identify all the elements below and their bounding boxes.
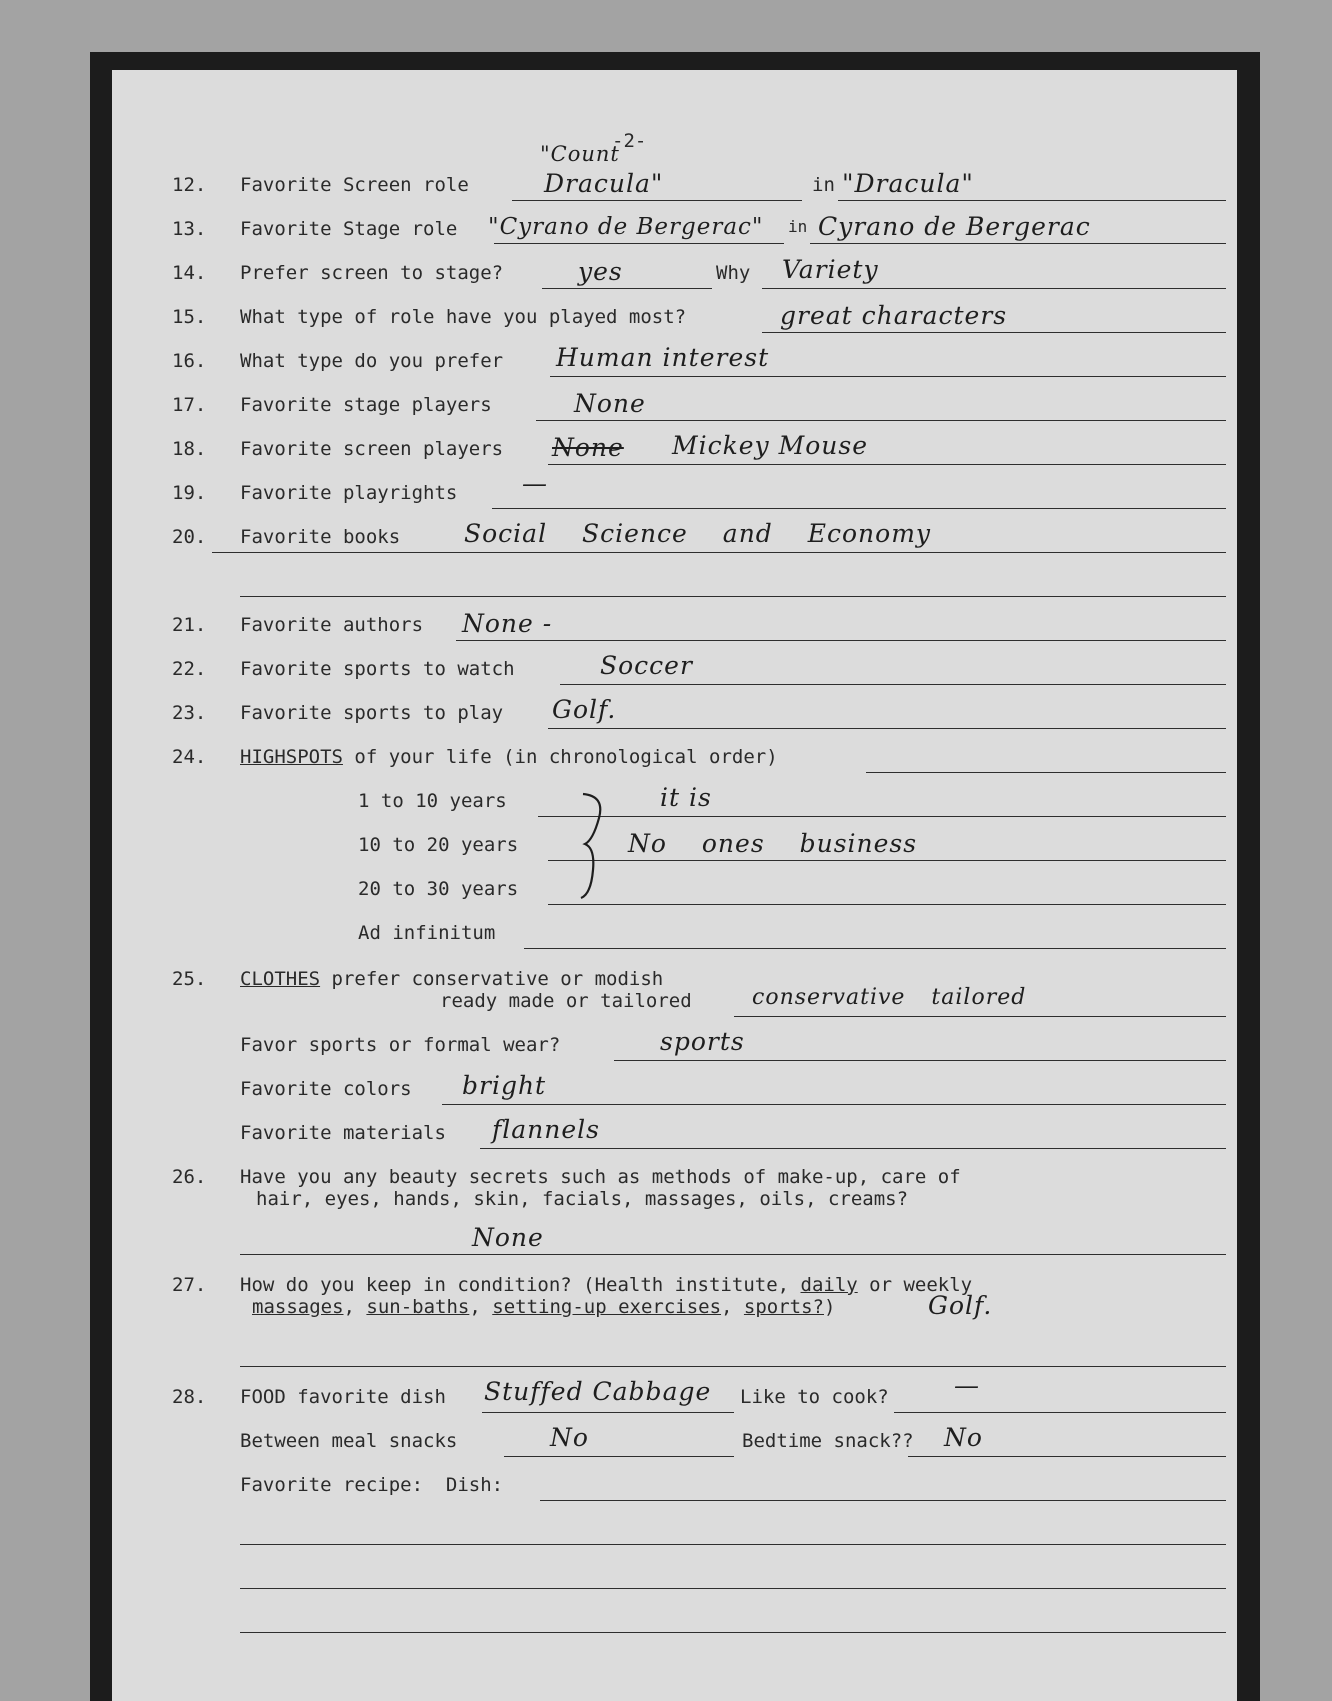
q24-answer-2: No ones business bbox=[628, 829, 918, 858]
q18-label: Favorite screen players bbox=[240, 438, 504, 460]
q28-snack-label: Between meal snacks bbox=[240, 1430, 458, 1452]
q24-range-1-line bbox=[538, 816, 1226, 817]
q13-answer-line bbox=[494, 243, 784, 244]
q24-label-highspots: HIGHSPOTS bbox=[240, 746, 343, 768]
q22-answer-line bbox=[560, 684, 1226, 685]
q20-answer-line bbox=[212, 552, 1226, 553]
q25-answer: conservative tailored bbox=[752, 985, 1027, 1010]
q27-sep-1: , bbox=[343, 1296, 367, 1318]
q13-answer2: Cyrano de Bergerac bbox=[818, 212, 1091, 241]
q23-number: 23. bbox=[172, 702, 207, 724]
q27-sep-2: , bbox=[469, 1296, 493, 1318]
q27-sun-baths: sun-baths bbox=[366, 1296, 470, 1318]
q25-label bbox=[240, 968, 663, 990]
q18-number: 18. bbox=[172, 438, 207, 460]
q26-number: 26. bbox=[172, 1166, 207, 1188]
q27-line-1 bbox=[240, 1274, 972, 1296]
q12-answer-count: "Count bbox=[540, 142, 620, 166]
q19-answer: — bbox=[522, 469, 548, 498]
q25-label-clothes: CLOTHES bbox=[240, 968, 321, 990]
q25-colors-label: Favorite colors bbox=[240, 1078, 412, 1100]
q21-number: 21. bbox=[172, 614, 207, 636]
q28-snack-line bbox=[504, 1456, 734, 1457]
q26-answer: None bbox=[472, 1223, 544, 1252]
q15-label: What type of role have you played most? bbox=[240, 306, 687, 328]
q15-number: 15. bbox=[172, 306, 207, 328]
q24-answer-1: it is bbox=[660, 783, 712, 812]
q25-number: 25. bbox=[172, 968, 207, 990]
q12-answer: Dracula" bbox=[544, 169, 664, 198]
q20-number: 20. bbox=[172, 526, 207, 548]
q25-materials-answer: flannels bbox=[492, 1115, 600, 1144]
q25-sports-line bbox=[614, 1060, 1226, 1061]
q28-recipe-line-3 bbox=[240, 1588, 1226, 1589]
q14-answer-line bbox=[542, 288, 712, 289]
q14-answer2: Variety bbox=[782, 255, 879, 284]
q24-label-rest: of your life (in chronological order) bbox=[342, 746, 778, 768]
q16-label: What type do you prefer bbox=[240, 350, 504, 372]
q24-range-4: Ad infinitum bbox=[358, 922, 496, 944]
q24-answer-line bbox=[866, 772, 1226, 773]
q24-range-4-line bbox=[524, 948, 1226, 949]
q12-answer-line bbox=[512, 200, 802, 201]
q24-range-2-line bbox=[548, 860, 1226, 861]
q24-number: 24. bbox=[172, 746, 207, 768]
q19-number: 19. bbox=[172, 482, 207, 504]
q20-label: Favorite books bbox=[240, 526, 401, 548]
q18-answer-struck: None bbox=[552, 433, 624, 462]
q24-range-3: 20 to 30 years bbox=[358, 878, 519, 900]
q14-answer: yes bbox=[578, 257, 623, 286]
q13-in-label: in bbox=[788, 217, 808, 236]
q12-label: Favorite Screen role bbox=[240, 174, 469, 196]
q14-number: 14. bbox=[172, 262, 207, 284]
q24-range-2: 10 to 20 years bbox=[358, 834, 519, 856]
q17-answer: None bbox=[574, 389, 646, 418]
q28-recipe-label: Favorite recipe: Dish: bbox=[240, 1474, 504, 1496]
q27-sports: sports? bbox=[743, 1296, 824, 1318]
q19-answer-line bbox=[492, 508, 1226, 509]
q27-sep-4: ) bbox=[824, 1296, 836, 1318]
q28-recipe-line-4 bbox=[240, 1632, 1226, 1633]
q28-label: FOOD favorite dish bbox=[240, 1386, 446, 1408]
q27-daily: daily bbox=[800, 1274, 858, 1296]
q15-answer: great characters bbox=[780, 301, 1008, 330]
q25-materials-label: Favorite materials bbox=[240, 1122, 446, 1144]
q12-number: 12. bbox=[172, 174, 207, 196]
q19-label: Favorite playrights bbox=[240, 482, 458, 504]
q27-sep-3: , bbox=[721, 1296, 744, 1318]
q22-label: Favorite sports to watch bbox=[240, 658, 515, 680]
q23-label: Favorite sports to play bbox=[240, 702, 504, 724]
q16-answer: Human interest bbox=[556, 343, 770, 372]
q27-answer: Golf. bbox=[928, 1291, 993, 1320]
q27-number: 27. bbox=[172, 1274, 207, 1296]
q28-bedtime-label: Bedtime snack?? bbox=[742, 1430, 914, 1452]
q13-number: 13. bbox=[172, 218, 207, 240]
q28-cook-line bbox=[894, 1412, 1226, 1413]
q13-label: Favorite Stage role bbox=[240, 218, 458, 240]
q28-recipe-line-1 bbox=[540, 1500, 1226, 1501]
q12-answer2-line bbox=[838, 200, 1226, 201]
q18-answer: Mickey Mouse bbox=[672, 431, 868, 460]
q28-number: 28. bbox=[172, 1386, 207, 1408]
q18-answer-line bbox=[548, 464, 1226, 465]
q14-why-label: Why bbox=[716, 262, 751, 284]
brace-mark bbox=[577, 790, 617, 902]
q16-number: 16. bbox=[172, 350, 207, 372]
q25-label-2: ready made or tailored bbox=[440, 990, 692, 1012]
q24-range-3-line bbox=[548, 904, 1226, 905]
q23-answer: Golf. bbox=[552, 695, 617, 724]
q28-bedtime-answer: No bbox=[944, 1423, 983, 1452]
q27-setting-up-exercises: setting-up exercises bbox=[492, 1296, 722, 1318]
q27-line-1a: How do you keep in condition? (Health institute, bbox=[240, 1274, 801, 1296]
q22-number: 22. bbox=[172, 658, 207, 680]
q12-answer2: "Dracula" bbox=[842, 169, 974, 198]
q14-answer2-line bbox=[762, 288, 1226, 289]
q28-snack-answer: No bbox=[550, 1423, 589, 1452]
q24-label bbox=[240, 746, 778, 768]
q27-massages: massages bbox=[252, 1296, 344, 1318]
questionnaire-page bbox=[112, 70, 1237, 1701]
q17-number: 17. bbox=[172, 394, 207, 416]
q21-answer: None - bbox=[462, 609, 553, 638]
q25-sports-label: Favor sports or formal wear? bbox=[240, 1034, 561, 1056]
q13-answer2-line bbox=[810, 243, 1226, 244]
q27-answer-line bbox=[240, 1366, 1226, 1367]
q16-answer-line bbox=[550, 376, 1226, 377]
q25-label-rest: prefer conservative or modish bbox=[320, 968, 664, 990]
q21-label: Favorite authors bbox=[240, 614, 424, 636]
q21-answer-line bbox=[456, 640, 1226, 641]
q23-answer-line bbox=[548, 728, 1226, 729]
q13-answer: "Cyrano de Bergerac" bbox=[488, 214, 764, 240]
q26-line-1: Have you any beauty secrets such as methods of make-up, care of bbox=[240, 1166, 961, 1188]
q15-answer-line bbox=[762, 332, 1226, 333]
q27-line-2 bbox=[252, 1296, 835, 1318]
q27-line-1b: or weekly bbox=[857, 1274, 973, 1296]
q28-bedtime-line bbox=[908, 1456, 1226, 1457]
q14-label: Prefer screen to stage? bbox=[240, 262, 504, 284]
q12-in-label: in bbox=[812, 174, 835, 196]
q28-answer: Stuffed Cabbage bbox=[484, 1377, 712, 1406]
q25-materials-line bbox=[480, 1148, 1226, 1149]
q17-label: Favorite stage players bbox=[240, 394, 492, 416]
q26-line-2: hair, eyes, hands, skin, facials, massages, oils, creams? bbox=[256, 1188, 909, 1210]
q22-answer: Soccer bbox=[600, 651, 693, 680]
page-number: -2- bbox=[612, 130, 647, 152]
q28-cook-label: Like to cook? bbox=[740, 1386, 889, 1408]
q26-answer-line bbox=[240, 1254, 1226, 1255]
q28-cook-answer: — bbox=[954, 1371, 980, 1400]
q24-range-1: 1 to 10 years bbox=[358, 790, 507, 812]
q25-answer-line bbox=[734, 1016, 1226, 1017]
q25-colors-line bbox=[442, 1104, 1226, 1105]
q28-recipe-line-2 bbox=[240, 1544, 1226, 1545]
q20-answer-line-2 bbox=[240, 596, 1226, 597]
q28-answer-line bbox=[482, 1412, 734, 1413]
q25-sports-answer: sports bbox=[660, 1027, 745, 1056]
q25-colors-answer: bright bbox=[462, 1071, 547, 1100]
q17-answer-line bbox=[536, 420, 1226, 421]
q20-answer: Social Science and Economy bbox=[464, 519, 932, 548]
